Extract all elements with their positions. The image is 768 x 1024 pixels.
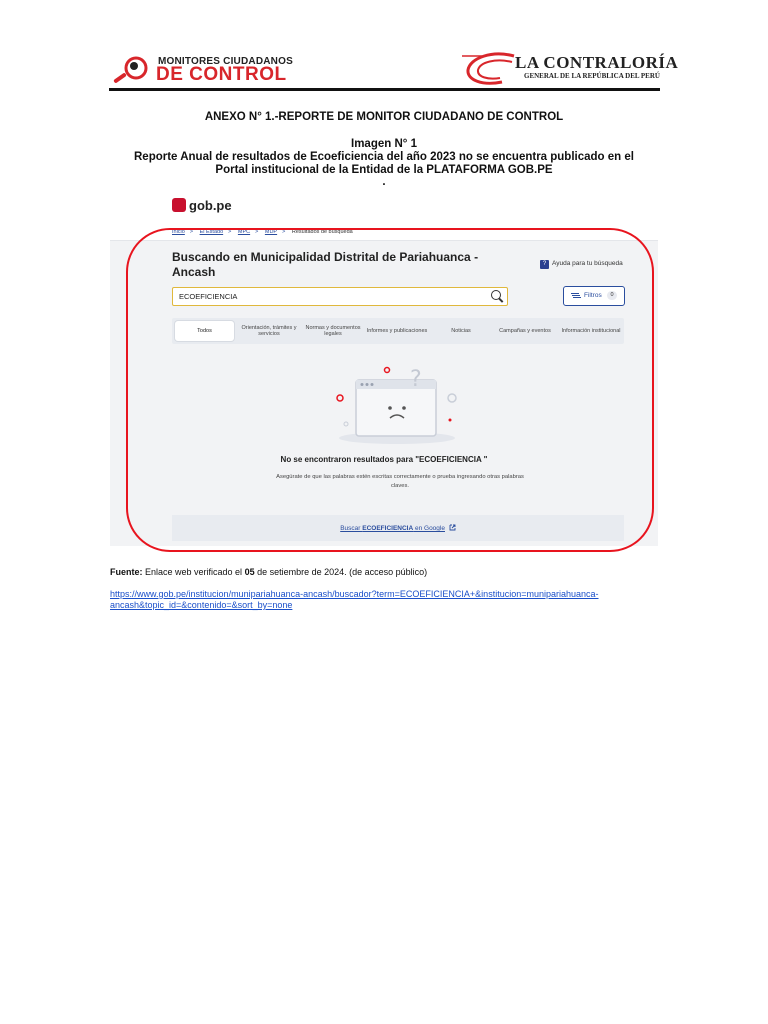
filters-label: Filtros xyxy=(584,292,602,299)
magnifier-icon xyxy=(110,54,154,88)
breadcrumb-item[interactable]: Inicio xyxy=(172,229,185,235)
tab-informes[interactable]: Informes y publicaciones xyxy=(366,327,428,334)
source-note xyxy=(110,567,427,577)
help-icon: ? xyxy=(540,260,549,269)
breadcrumb-item[interactable]: MPC xyxy=(237,229,251,235)
gob-logo[interactable] xyxy=(172,198,232,213)
help-link-label: Ayuda para tu búsqueda xyxy=(552,260,623,267)
breadcrumb: Inicio > El Estado > MPC > MDP > Resultados de búsqueda xyxy=(172,229,353,235)
caption-dot: . xyxy=(382,176,386,188)
gob-logo-text: gob.pe xyxy=(189,198,232,213)
logo-text-top: MONITORES CIUDADANOS xyxy=(158,56,293,67)
no-results-message: No se encontraron resultados para "ECOEFICIENCIA " xyxy=(280,455,488,464)
breadcrumb-item[interactable]: MDP xyxy=(264,229,278,235)
monitores-logo xyxy=(110,52,293,88)
source-url-link[interactable]: https://www.gob.pe/institucion/munipariahuanca-ancash/buscador?term=ECOEFICIENCIA+&institucion=munipariahuanca-ancash&topic_id=&contenido=&sort_by=none xyxy=(110,589,599,610)
breadcrumb-current: Resultados de búsqueda xyxy=(291,229,353,235)
header-divider xyxy=(109,88,660,91)
tab-informacion[interactable]: Información institucional xyxy=(561,327,621,334)
highlight-oval xyxy=(126,228,654,552)
filters-count-badge: 0 xyxy=(607,291,617,300)
tab-campanas[interactable]: Campañas y eventos xyxy=(499,327,551,334)
caption-line-1: Reporte Anual de resultados de Ecoeficiencia del año 2023 no se encuentra publicado en el xyxy=(134,151,634,163)
source-day: 05 xyxy=(244,567,255,577)
tab-todos[interactable]: Todos xyxy=(175,321,234,341)
contraloria-emblem-icon xyxy=(462,52,518,86)
contraloria-subtitle: GENERAL DE LA REPÚBLICA DEL PERÚ xyxy=(524,72,660,80)
gob-shield-icon xyxy=(172,198,186,212)
source-label: Fuente: xyxy=(110,567,143,577)
annex-title: ANEXO N° 1.-REPORTE DE MONITOR CIUDADANO DE CONTROL xyxy=(204,111,564,123)
no-results-hint: Asegúrate de que las palabras estén escritas correctamente o prueba ingresando otras palabras claves. xyxy=(276,474,524,489)
contraloria-title: LA CONTRALORÍA xyxy=(515,53,679,72)
tab-orientacion[interactable]: Orientación, trámites y servicios xyxy=(241,324,297,337)
contraloria-logo xyxy=(462,50,679,90)
source-text-2: de setiembre de 2024. (de acceso público) xyxy=(254,567,428,577)
google-link-term: ECOEFICIENCIA xyxy=(362,525,414,532)
caption-line-2: Portal institucional de la Entidad de la PLATAFORMA GOB.PE xyxy=(215,164,553,176)
svg-text:?: ? xyxy=(410,367,422,392)
source-text-1: Enlace web verificado el xyxy=(142,567,245,577)
google-link-prefix: Buscar xyxy=(340,525,363,532)
google-link-suffix: en Google xyxy=(413,525,445,532)
tab-normas[interactable]: Normas y documentos legales xyxy=(305,324,361,337)
logo-text-bottom: DE CONTROL xyxy=(156,64,287,85)
search-page-title: Buscando en Municipalidad Distrital de Pariahuanca - Ancash xyxy=(172,250,479,279)
image-label: Imagen N° 1 xyxy=(351,138,417,150)
tab-noticias[interactable]: Noticias xyxy=(451,327,471,334)
breadcrumb-item[interactable]: El Estado xyxy=(199,229,224,235)
search-input-value: ECOEFICIENCIA xyxy=(179,292,238,301)
